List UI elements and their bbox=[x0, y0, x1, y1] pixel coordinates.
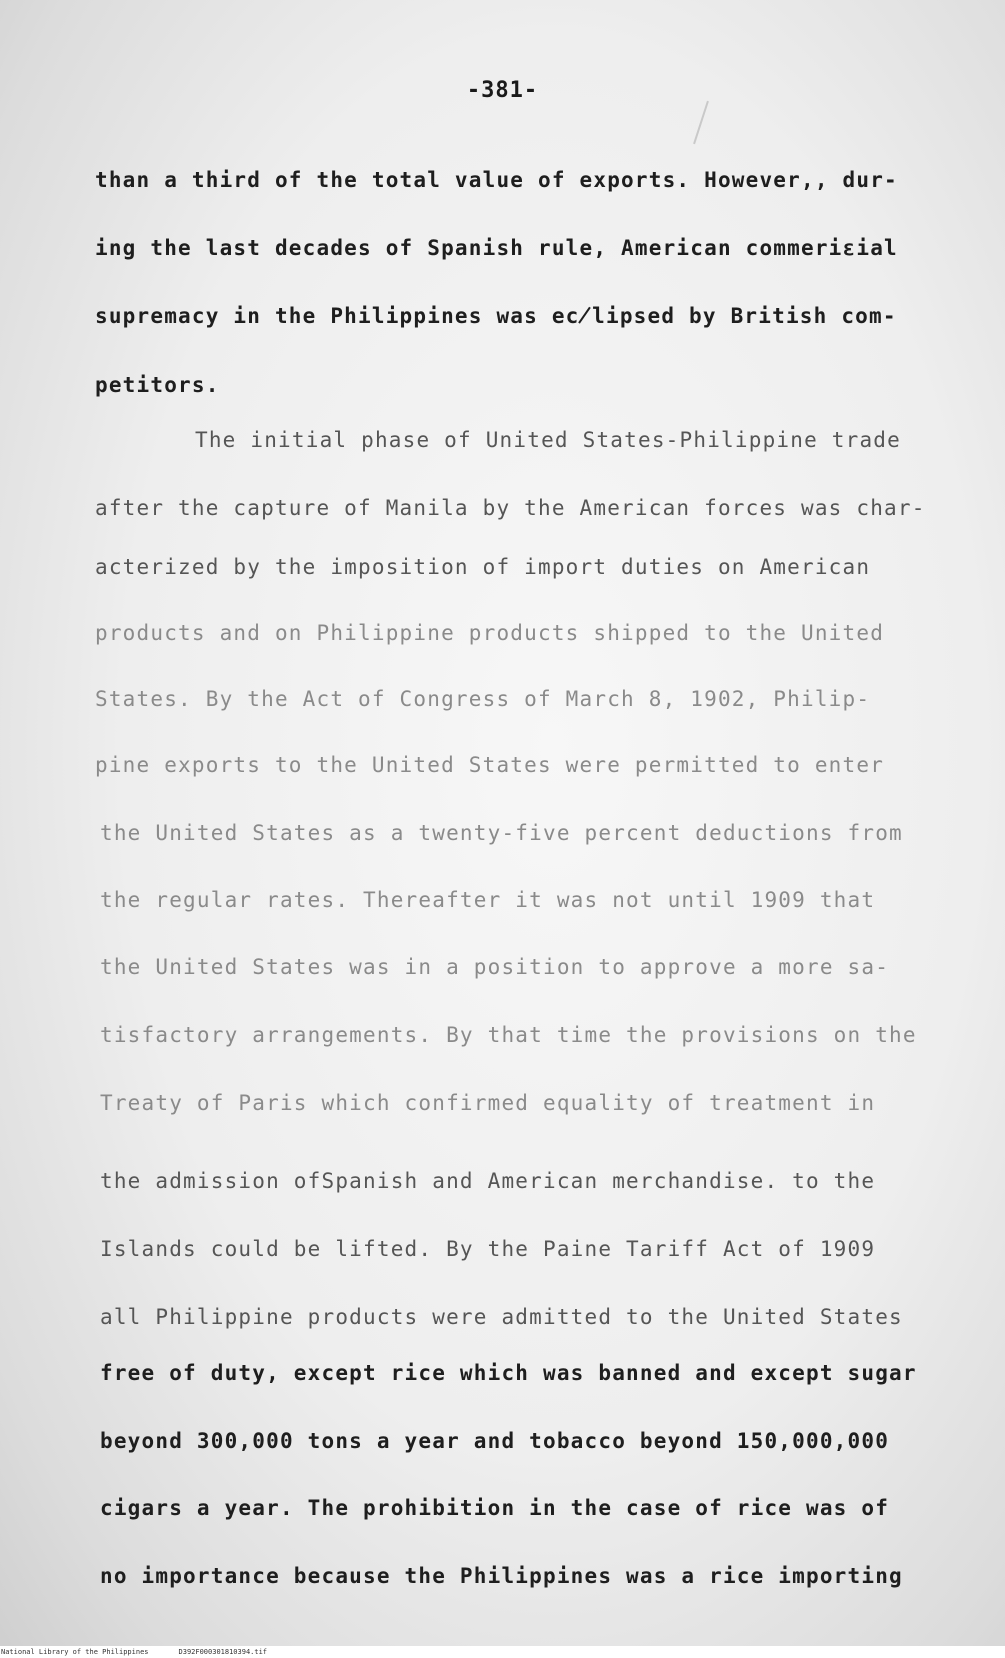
text-line-22: no importance because the Philippines was a rice importing bbox=[100, 1564, 903, 1588]
text-line-15: Treaty of Paris which confirmed equality of treatment in bbox=[100, 1091, 876, 1115]
text-line-11: the United States as a twenty-five percent deductions from bbox=[100, 821, 903, 845]
text-line-4: petitors. bbox=[95, 373, 220, 397]
text-line-20: beyond 300,000 tons a year and tobacco beyond 150,000,000 bbox=[100, 1429, 890, 1453]
text-line-10: pine exports to the United States were permitted to enter bbox=[95, 753, 885, 777]
scan-footer bbox=[0, 1646, 1005, 1658]
text-line-16: the admission ofSpanish and American merchandise. to the bbox=[100, 1169, 876, 1193]
text-line-12: the regular rates. Thereafter it was not until 1909 that bbox=[100, 888, 876, 912]
text-line-17: Islands could be lifted. By the Paine Tariff Act of 1909 bbox=[100, 1237, 876, 1261]
text-line-5: The initial phase of United States-Philippine trade bbox=[195, 428, 901, 452]
text-line-3: supremacy in the Philippines was ec̸lipsed by British com- bbox=[95, 304, 897, 328]
text-line-13: the United States was in a position to approve a more sa- bbox=[100, 955, 890, 979]
text-line-1: than a third of the total value of exports. However,, dur- bbox=[95, 168, 898, 192]
footer-file-reference: D392F000301810394.tif bbox=[178, 1648, 268, 1656]
text-line-2: ing the last decades of Spanish rule, American commeriεial bbox=[95, 236, 898, 260]
text-line-19: free of duty, except rice which was banned and except sugar bbox=[100, 1361, 917, 1385]
text-line-21: cigars a year. The prohibition in the case of rice was of bbox=[100, 1496, 890, 1520]
text-line-6: after the capture of Manila by the American forces was char- bbox=[95, 496, 926, 520]
text-line-18: all Philippine products were admitted to the United States bbox=[100, 1305, 903, 1329]
text-line-7: acterized by the imposition of import duties on American bbox=[95, 555, 871, 579]
page-number: -381- bbox=[466, 78, 539, 103]
text-line-14: tisfactory arrangements. By that time the provisions on the bbox=[100, 1023, 917, 1047]
scan-scratch-mark bbox=[693, 101, 709, 144]
text-line-9: States. By the Act of Congress of March 8, 1902, Philip- bbox=[95, 687, 871, 711]
text-line-8: products and on Philippine products shipped to the United bbox=[95, 621, 885, 645]
footer-library-name: National Library of the Philippines bbox=[1, 1648, 149, 1656]
